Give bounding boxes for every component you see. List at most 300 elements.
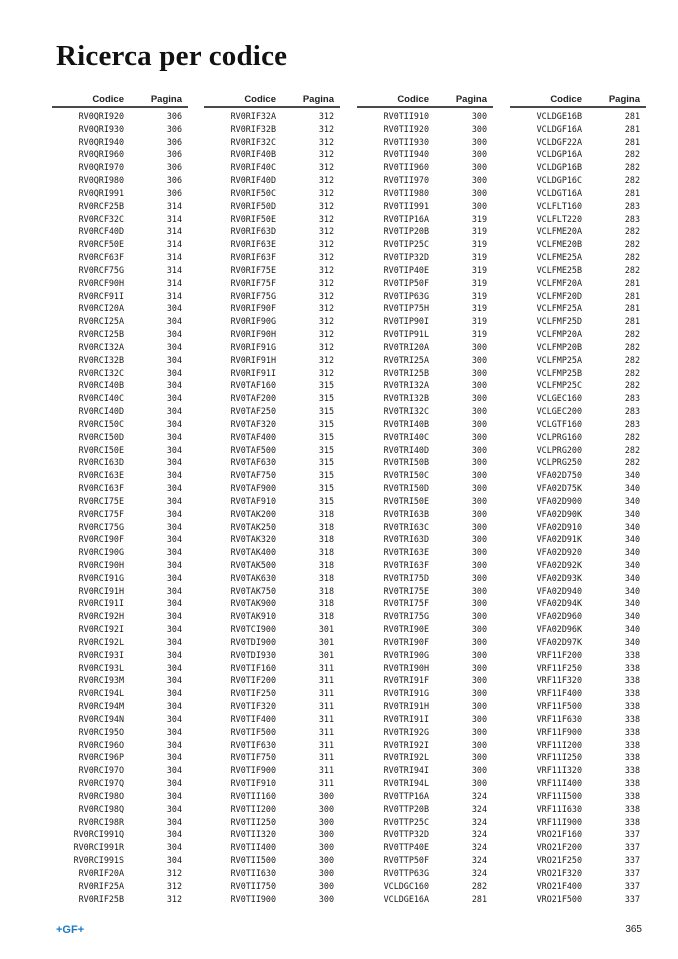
page-reference: 314 (166, 239, 182, 250)
table-row (510, 533, 646, 546)
page-reference: 300 (471, 457, 487, 468)
page-reference: 304 (166, 713, 182, 724)
page-reference: 300 (318, 816, 334, 827)
header-page: Pagina (455, 94, 487, 105)
table-row (52, 341, 188, 354)
table-row (204, 674, 340, 687)
product-code: VCLDGF22A (536, 136, 582, 147)
page-reference: 304 (166, 354, 182, 365)
table-row (510, 136, 646, 149)
page-reference: 300 (471, 187, 487, 198)
product-code: RV0TRI92G (383, 726, 429, 737)
page-reference: 319 (471, 226, 487, 237)
table-row (204, 469, 340, 482)
page-reference: 281 (624, 303, 640, 314)
table-row (357, 610, 493, 623)
product-code: RV0RCI94L (78, 688, 124, 699)
table-row (357, 354, 493, 367)
page-reference: 304 (166, 688, 182, 699)
product-code: RV0RIF63E (230, 239, 276, 250)
product-code: RV0RCI50C (78, 418, 124, 429)
table-row (204, 546, 340, 559)
page-reference: 300 (471, 765, 487, 776)
product-code: VFA02D75K (536, 483, 582, 494)
table-row (52, 225, 188, 238)
table-row (52, 713, 188, 726)
table-row (52, 290, 188, 303)
code-column-1 (52, 94, 188, 905)
page-reference: 282 (624, 252, 640, 263)
page-reference: 318 (318, 585, 334, 596)
page-reference: 318 (318, 521, 334, 532)
product-code: VCLDGE16A (383, 893, 429, 904)
product-code: RV0TII400 (230, 842, 276, 853)
page-reference: 312 (318, 187, 334, 198)
product-code: RV0TRI75E (383, 585, 429, 596)
product-code: RV0TAK400 (230, 547, 276, 558)
table-row (52, 444, 188, 457)
header-code: Codice (244, 94, 276, 105)
product-code: RV0TAK900 (230, 598, 276, 609)
product-code: VFA02D90K (536, 508, 582, 519)
page-reference: 306 (166, 123, 182, 134)
product-code: RV0RIF32C (230, 136, 276, 147)
page-reference: 300 (318, 855, 334, 866)
product-code: RV0TTP40E (383, 842, 429, 853)
page-reference: 300 (471, 726, 487, 737)
table-row (357, 302, 493, 315)
table-row (204, 816, 340, 829)
table-row (357, 597, 493, 610)
page-reference: 304 (166, 842, 182, 853)
product-code: RV0RCF75G (78, 264, 124, 275)
product-code: RV0TIF200 (230, 675, 276, 686)
product-code: VCLDGC160 (383, 880, 429, 891)
page-reference: 304 (166, 572, 182, 583)
header-code: Codice (550, 94, 582, 105)
page-reference: 300 (471, 752, 487, 763)
page-reference: 311 (318, 701, 334, 712)
product-code: RV0RCI50E (78, 444, 124, 455)
page-reference: 338 (624, 816, 640, 827)
product-code: RV0TAF910 (230, 495, 276, 506)
table-row (52, 482, 188, 495)
table-row (204, 225, 340, 238)
product-code: RV0RIF91H (230, 354, 276, 365)
table-row (357, 508, 493, 521)
page-reference: 319 (471, 213, 487, 224)
product-code: RV0TII160 (230, 790, 276, 801)
product-code: RV0RCI98Q (78, 803, 124, 814)
page-reference: 304 (166, 726, 182, 737)
page-reference: 337 (624, 829, 640, 840)
table-row (204, 136, 340, 149)
table-row (204, 597, 340, 610)
table-row (357, 328, 493, 341)
product-code: RV0RIF25A (78, 880, 124, 891)
page-title: Ricerca per codice (56, 40, 288, 72)
product-code: RV0RCI96O (78, 739, 124, 750)
product-code: RV0RIF63D (230, 226, 276, 237)
product-code: RV0RCI95O (78, 726, 124, 737)
product-code: VFA02D910 (536, 521, 582, 532)
table-row (204, 713, 340, 726)
table-row (204, 431, 340, 444)
product-code: VCLFMF25D (536, 316, 582, 327)
table-row (510, 277, 646, 290)
product-code: RV0RIF90H (230, 329, 276, 340)
page-reference: 340 (624, 636, 640, 647)
table-row (510, 354, 646, 367)
page-reference: 304 (166, 624, 182, 635)
product-code: RV0RCI75G (78, 521, 124, 532)
page-reference: 306 (166, 162, 182, 173)
table-row (357, 123, 493, 136)
page-reference: 312 (318, 367, 334, 378)
product-code: RV0RIF50D (230, 200, 276, 211)
table-row (510, 418, 646, 431)
product-code: RV0QRI930 (78, 123, 124, 134)
product-code: RV0RCF25B (78, 200, 124, 211)
page-reference: 318 (318, 547, 334, 558)
product-code: RV0RIF75E (230, 264, 276, 275)
product-code: RV0TIP20B (383, 226, 429, 237)
table-row (357, 341, 493, 354)
page-reference: 338 (624, 765, 640, 776)
table-row (357, 726, 493, 739)
page-reference: 281 (624, 136, 640, 147)
table-row (204, 482, 340, 495)
product-code: RV0RCI25B (78, 329, 124, 340)
page-reference: 300 (471, 380, 487, 391)
table-row (52, 213, 188, 226)
page-reference: 315 (318, 483, 334, 494)
table-row (52, 751, 188, 764)
page-reference: 312 (318, 149, 334, 160)
product-code: RV0RCI92L (78, 636, 124, 647)
product-code: VCLFMP25A (536, 354, 582, 365)
table-row (357, 277, 493, 290)
product-code: RV0RIF25B (78, 893, 124, 904)
page-reference: 312 (318, 111, 334, 121)
product-code: RV0TRI40B (383, 418, 429, 429)
product-code: RV0TRI63B (383, 508, 429, 519)
product-code: RV0TAK910 (230, 611, 276, 622)
table-row (204, 508, 340, 521)
table-row (510, 610, 646, 623)
table-row (510, 405, 646, 418)
table-row (204, 777, 340, 790)
product-code: RV0RCF32C (78, 213, 124, 224)
table-row (204, 893, 340, 906)
table-row (357, 469, 493, 482)
table-row (510, 597, 646, 610)
table-row (357, 764, 493, 777)
product-code: VRF11F630 (536, 713, 582, 724)
product-code: RV0TAF320 (230, 418, 276, 429)
table-row (204, 803, 340, 816)
table-row (357, 521, 493, 534)
page-reference: 283 (624, 406, 640, 417)
product-code: VCLGEC200 (536, 406, 582, 417)
product-code: RV0TRI75D (383, 572, 429, 583)
product-code: RV0TRI50D (383, 483, 429, 494)
page-reference: 282 (624, 341, 640, 352)
table-row (357, 623, 493, 636)
page-reference: 300 (471, 778, 487, 789)
page-reference: 304 (166, 521, 182, 532)
product-code: RV0RCI97O (78, 765, 124, 776)
product-code: VRF11F250 (536, 662, 582, 673)
page-reference: 306 (166, 149, 182, 160)
product-code: RV0RCF50E (78, 239, 124, 250)
product-code: RV0RCI40C (78, 393, 124, 404)
page-reference: 337 (624, 855, 640, 866)
table-row (204, 354, 340, 367)
column-header (204, 94, 340, 108)
table-row (357, 405, 493, 418)
table-row (52, 328, 188, 341)
page-reference: 301 (318, 649, 334, 660)
product-code: RV0TIF320 (230, 701, 276, 712)
product-code: RV0TII930 (383, 136, 429, 147)
table-row (52, 841, 188, 854)
product-code: RV0TII991 (383, 200, 429, 211)
table-row (204, 213, 340, 226)
product-code: VRF11F200 (536, 649, 582, 660)
product-code: VCLFLT220 (536, 213, 582, 224)
page-reference: 304 (166, 585, 182, 596)
page-reference: 340 (624, 495, 640, 506)
page-reference: 282 (624, 175, 640, 186)
page-reference: 338 (624, 662, 640, 673)
page-reference: 338 (624, 790, 640, 801)
table-row (204, 521, 340, 534)
page-reference: 312 (318, 175, 334, 186)
table-row (510, 726, 646, 739)
table-row (357, 713, 493, 726)
page-reference: 324 (471, 829, 487, 840)
product-code: VFA02D900 (536, 495, 582, 506)
product-code: RV0TIP50F (383, 277, 429, 288)
table-row (52, 469, 188, 482)
product-code: RV0RCI94M (78, 701, 124, 712)
page-reference: 304 (166, 457, 182, 468)
page-reference: 306 (166, 111, 182, 121)
page-number: 365 (625, 924, 642, 935)
page-reference: 281 (624, 277, 640, 288)
product-code: RV0TIP25C (383, 239, 429, 250)
product-code: VRF11I900 (536, 816, 582, 827)
table-row (204, 828, 340, 841)
table-row (52, 264, 188, 277)
page-reference: 312 (318, 252, 334, 263)
page-reference: 311 (318, 713, 334, 724)
page-reference: 314 (166, 200, 182, 211)
product-code: VCLDGP16B (536, 162, 582, 173)
product-code: RV0TRI94I (383, 765, 429, 776)
product-code: RV0RCI91I (78, 598, 124, 609)
page-reference: 282 (624, 162, 640, 173)
table-row (510, 546, 646, 559)
table-row (510, 200, 646, 213)
page-reference: 312 (318, 290, 334, 301)
code-column-2 (204, 94, 340, 905)
code-column-4 (510, 94, 646, 905)
page-reference: 319 (471, 277, 487, 288)
product-code: VCLFME25A (536, 252, 582, 263)
page-reference: 300 (471, 393, 487, 404)
page-reference: 312 (318, 136, 334, 147)
product-code: RV0TIF400 (230, 713, 276, 724)
page-reference: 314 (166, 213, 182, 224)
product-code: RV0TII910 (383, 111, 429, 121)
product-code: RV0TDI930 (230, 649, 276, 660)
table-row (204, 687, 340, 700)
product-code: RV0RCI98R (78, 816, 124, 827)
page-reference: 300 (318, 893, 334, 904)
product-code: RV0TIP32D (383, 252, 429, 263)
page-reference: 300 (318, 867, 334, 878)
page-reference: 300 (471, 521, 487, 532)
product-code: RV0TII940 (383, 149, 429, 160)
page-reference: 304 (166, 547, 182, 558)
page-reference: 312 (318, 277, 334, 288)
table-row (510, 585, 646, 598)
page-reference: 304 (166, 316, 182, 327)
product-code: RV0RCI90G (78, 547, 124, 558)
page-reference: 312 (318, 316, 334, 327)
page-reference: 304 (166, 803, 182, 814)
table-row (357, 187, 493, 200)
table-row (204, 123, 340, 136)
page-reference: 315 (318, 470, 334, 481)
table-row (204, 572, 340, 585)
product-code: RV0RCI93M (78, 675, 124, 686)
product-code: VRO21F160 (536, 829, 582, 840)
product-code: RV0TTP63G (383, 867, 429, 878)
page-reference: 319 (471, 239, 487, 250)
table-row (510, 456, 646, 469)
code-list (510, 110, 646, 905)
product-code: VRF11I500 (536, 790, 582, 801)
page-reference: 324 (471, 867, 487, 878)
page-reference: 340 (624, 470, 640, 481)
table-row (357, 803, 493, 816)
product-code: RV0TIF160 (230, 662, 276, 673)
page-reference: 340 (624, 572, 640, 583)
page-reference: 340 (624, 547, 640, 558)
product-code: VRO21F400 (536, 880, 582, 891)
product-code: VFA02D92K (536, 559, 582, 570)
page-reference: 315 (318, 418, 334, 429)
product-code: VRO21F250 (536, 855, 582, 866)
page-reference: 304 (166, 341, 182, 352)
table-row (510, 803, 646, 816)
product-code: VFA02D96K (536, 624, 582, 635)
product-code: RV0TRI32C (383, 406, 429, 417)
page-reference: 315 (318, 495, 334, 506)
product-code: RV0RCI63D (78, 457, 124, 468)
table-row (510, 816, 646, 829)
page-reference: 304 (166, 855, 182, 866)
page-reference: 283 (624, 213, 640, 224)
table-row (204, 110, 340, 123)
table-row (204, 764, 340, 777)
code-list (357, 110, 493, 905)
product-code: RV0RIF40D (230, 175, 276, 186)
table-row (510, 341, 646, 354)
page-reference: 300 (471, 444, 487, 455)
product-code: RV0TRI90F (383, 636, 429, 647)
product-code: RV0RIF20A (78, 867, 124, 878)
product-code: RV0TRI75G (383, 611, 429, 622)
product-code: RV0RCI20A (78, 303, 124, 314)
table-row (357, 495, 493, 508)
product-code: RV0TDI900 (230, 636, 276, 647)
table-row (357, 213, 493, 226)
page-reference: 300 (318, 829, 334, 840)
product-code: VRF11F400 (536, 688, 582, 699)
page-reference: 300 (318, 790, 334, 801)
table-row (52, 854, 188, 867)
table-row (510, 739, 646, 752)
page-reference: 283 (624, 393, 640, 404)
table-row (510, 367, 646, 380)
table-row (204, 238, 340, 251)
table-row (52, 379, 188, 392)
table-row (204, 790, 340, 803)
table-row (357, 828, 493, 841)
page-reference: 312 (318, 123, 334, 134)
page-reference: 300 (471, 662, 487, 673)
table-row (357, 893, 493, 906)
product-code: RV0RCI98O (78, 790, 124, 801)
product-code: RV0TRI32A (383, 380, 429, 391)
product-code: VRF11I400 (536, 778, 582, 789)
page-reference: 304 (166, 470, 182, 481)
product-code: RV0TRI50C (383, 470, 429, 481)
page-reference: 300 (471, 547, 487, 558)
page-reference: 312 (318, 213, 334, 224)
product-code: RV0TRI40D (383, 444, 429, 455)
product-code: RV0TRI90G (383, 649, 429, 660)
table-row (204, 187, 340, 200)
page-reference: 304 (166, 559, 182, 570)
page-reference: 337 (624, 893, 640, 904)
table-row (204, 854, 340, 867)
page-reference: 324 (471, 803, 487, 814)
table-row (204, 533, 340, 546)
column-header (52, 94, 188, 108)
table-row (52, 777, 188, 790)
product-code: RV0RCI94N (78, 713, 124, 724)
page-reference: 301 (318, 624, 334, 635)
product-code: VCLDGF16A (536, 123, 582, 134)
product-code: RV0RCI93I (78, 649, 124, 660)
page-reference: 318 (318, 598, 334, 609)
product-code: VCLDGT16A (536, 187, 582, 198)
table-row (52, 508, 188, 521)
page-reference: 282 (624, 354, 640, 365)
product-code: RV0TIF250 (230, 688, 276, 699)
table-row (510, 713, 646, 726)
product-code: VCLDGP16A (536, 149, 582, 160)
product-code: VRF11F320 (536, 675, 582, 686)
product-code: RV0RCI32C (78, 367, 124, 378)
product-code: RV0RCF90H (78, 277, 124, 288)
product-code: VFA02D97K (536, 636, 582, 647)
